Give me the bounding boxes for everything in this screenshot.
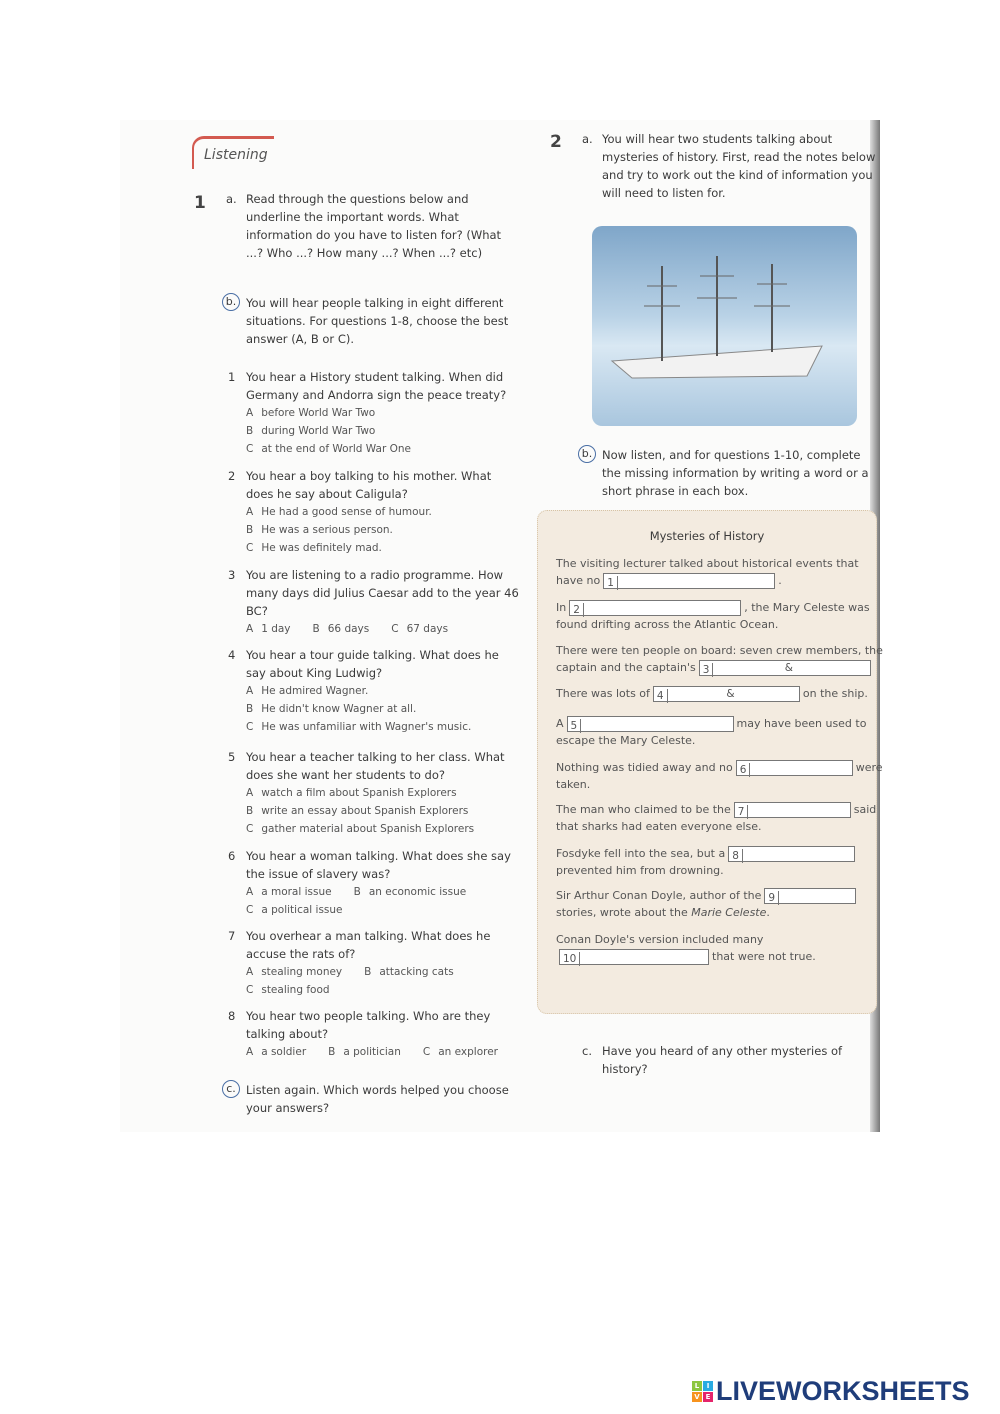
exercise-1b <box>225 294 511 348</box>
answer-option-a[interactable] <box>246 620 291 638</box>
option-letter: A <box>246 506 254 518</box>
option-text: He was a serious person. <box>261 524 393 536</box>
option-text: a soldier <box>261 1046 307 1058</box>
option-text: He was unfamiliar with Wagner's music. <box>261 721 472 733</box>
option-text: a moral issue <box>261 886 332 898</box>
option-text: a political issue <box>261 904 343 916</box>
item-label: a. <box>582 132 593 146</box>
note-text: . <box>766 906 770 919</box>
question-7 <box>228 927 521 999</box>
option-row <box>246 700 521 718</box>
option-text: stealing money <box>261 966 343 978</box>
option-row <box>246 784 521 802</box>
option-row <box>246 901 521 919</box>
answer-box-4[interactable] <box>653 686 800 702</box>
question-number: 1 <box>228 370 236 384</box>
option-row <box>246 503 521 521</box>
option-letter: C <box>246 721 254 733</box>
note-text: prevented him from drowning. <box>556 864 724 877</box>
note-text: Sir Arthur Conan Doyle, author of the <box>556 889 762 902</box>
option-text: stealing food <box>261 984 330 996</box>
option-row <box>246 440 521 458</box>
option-text: attacking cats <box>379 966 454 978</box>
option-text: 1 day <box>261 623 291 635</box>
option-text: He didn't know Wagner at all. <box>261 703 417 715</box>
note-text: , the Mary Celeste was found drifting across the Atlantic Ocean. <box>556 601 870 631</box>
exercise-1-number: 1 <box>194 193 206 213</box>
option-letter: B <box>353 886 361 898</box>
note-text: Fosdyke fell into the sea, but a <box>556 847 726 860</box>
answer-box-9[interactable] <box>764 888 856 904</box>
item-label: c. <box>582 1044 592 1058</box>
answer-option-b[interactable] <box>246 521 393 539</box>
answer-option-b[interactable] <box>246 700 416 718</box>
answer-box-2[interactable] <box>569 600 741 616</box>
answer-box-7[interactable] <box>734 802 851 818</box>
answer-option-a[interactable] <box>246 963 342 981</box>
option-letter: B <box>246 805 254 817</box>
option-letter: B <box>312 623 320 635</box>
answer-option-a[interactable] <box>246 404 375 422</box>
answer-option-c[interactable] <box>246 820 474 838</box>
question-number: 8 <box>228 1009 236 1023</box>
answer-box-3[interactable] <box>699 660 871 676</box>
logo-tile: V <box>692 1392 702 1402</box>
instruction-text: Have you heard of any other mysteries of history? <box>602 1044 843 1076</box>
answer-option-a[interactable] <box>246 682 368 700</box>
note-text: stories, wrote about the <box>556 906 688 919</box>
note-item-10 <box>556 931 886 965</box>
question-3 <box>228 566 521 638</box>
instruction-text: Read through the questions below and underline the important words. What information do you have to listen for? (What ...? Who ...? How many ...? When ...? etc) <box>246 192 502 260</box>
logo-icon <box>692 1381 713 1402</box>
note-text: There was lots of <box>556 687 650 700</box>
exercise-2-number: 2 <box>550 132 562 152</box>
option-row <box>246 539 521 557</box>
option-text: write an essay about Spanish Explorers <box>261 805 469 817</box>
answer-option-b[interactable] <box>246 802 468 820</box>
logo-tile: E <box>703 1392 713 1402</box>
answer-option-b[interactable] <box>364 963 454 981</box>
option-row <box>246 620 521 638</box>
note-text: on the ship. <box>802 687 868 700</box>
logo-tile: I <box>703 1381 713 1391</box>
question-number: 5 <box>228 750 236 764</box>
audio-icon: c. <box>222 1080 240 1098</box>
answer-option-c[interactable] <box>246 440 411 458</box>
answer-box-8[interactable] <box>728 846 855 862</box>
option-letter: A <box>246 685 254 697</box>
exercise-2b <box>581 446 872 500</box>
note-item-9 <box>556 887 886 921</box>
note-item-8 <box>556 845 886 879</box>
option-row <box>246 883 521 901</box>
question-6 <box>228 847 521 919</box>
note-text: . <box>778 574 782 587</box>
question-4 <box>228 646 521 736</box>
answer-option-a[interactable] <box>246 883 332 901</box>
option-letter: A <box>246 787 254 799</box>
question-8 <box>228 1007 521 1061</box>
option-row <box>246 404 521 422</box>
answer-option-b[interactable] <box>246 422 375 440</box>
question-2 <box>228 467 521 557</box>
option-text: 66 days <box>327 623 370 635</box>
answer-option-c[interactable] <box>246 981 330 999</box>
answer-box-number: 6 <box>737 763 751 777</box>
option-letter: B <box>246 703 254 715</box>
audio-icon: b. <box>578 445 596 463</box>
option-letter: A <box>246 1046 254 1058</box>
notes-title: Mysteries of History <box>649 529 765 543</box>
option-letter: B <box>246 425 254 437</box>
ship-name: Marie Celeste <box>691 906 767 919</box>
option-text: He had a good sense of humour. <box>261 506 432 518</box>
question-text: You hear two people talking. Who are they talking about? <box>246 1009 491 1041</box>
answer-box-5[interactable] <box>567 716 734 732</box>
option-letter: A <box>246 886 254 898</box>
option-letter: A <box>246 966 254 978</box>
option-letter: A <box>246 407 254 419</box>
answer-option-a[interactable] <box>246 784 457 802</box>
liveworksheets-logo <box>692 1376 970 1407</box>
ship-photo <box>592 226 857 426</box>
option-text: an economic issue <box>368 886 467 898</box>
instruction-text: You will hear two students talking about mysteries of history. First, read the notes below and try to work out the kind of information you will need to listen for. <box>602 132 876 200</box>
option-row <box>246 422 521 440</box>
note-item-1 <box>556 555 886 589</box>
note-text: The visiting lecturer talked about historical events that have no <box>556 557 859 587</box>
option-row <box>246 718 521 736</box>
answer-box-number: 5 <box>568 719 582 733</box>
exercise-1c <box>226 1081 511 1117</box>
exercise-2c <box>582 1042 852 1078</box>
option-text: at the end of World War One <box>261 443 411 455</box>
note-text: In <box>556 601 567 614</box>
option-text: an explorer <box>438 1046 499 1058</box>
exercise-1a <box>226 190 521 262</box>
section-header <box>192 136 274 169</box>
answer-option-c[interactable] <box>423 1043 498 1061</box>
question-text: You hear a boy talking to his mother. What does he say about Caligula? <box>246 469 492 501</box>
note-text: A <box>556 717 564 730</box>
answer-option-b[interactable] <box>328 1043 401 1061</box>
question-1 <box>228 368 521 458</box>
section-title: Listening <box>204 147 268 163</box>
option-letter: C <box>246 542 254 554</box>
answer-option-b[interactable] <box>354 883 467 901</box>
answer-option-c[interactable] <box>391 620 448 638</box>
note-text: were taken. <box>556 761 883 791</box>
option-text: a politician <box>343 1046 401 1058</box>
answer-box-number: 2 <box>570 603 584 617</box>
option-text: watch a film about Spanish Explorers <box>261 787 457 799</box>
question-text: You hear a tour guide talking. What does he say about King Ludwig? <box>246 648 499 680</box>
note-text: that were not true. <box>712 950 816 963</box>
option-letter: C <box>246 904 254 916</box>
option-row <box>246 820 521 838</box>
item-label: a. <box>226 192 237 206</box>
note-text: said that sharks had eaten everyone else. <box>556 803 877 833</box>
exercise-2a <box>582 130 877 202</box>
question-number: 2 <box>228 469 236 483</box>
option-row <box>246 521 521 539</box>
answer-option-c[interactable] <box>246 718 471 736</box>
note-text: There were ten people on board: seven crew members, the captain and the captain's <box>556 644 883 674</box>
option-row <box>246 682 521 700</box>
option-text: He admired Wagner. <box>261 685 369 697</box>
option-letter: B <box>246 524 254 536</box>
question-number: 4 <box>228 648 236 662</box>
instruction-text: You will hear people talking in eight different situations. For questions 1-8, choose the best answer (A, B or C). <box>246 296 509 346</box>
question-text: You hear a History student talking. When did Germany and Andorra sign the peace treaty? <box>246 370 507 402</box>
option-text: gather material about Spanish Explorers <box>261 823 475 835</box>
question-number: 7 <box>228 929 236 943</box>
answer-option-c[interactable] <box>246 539 382 557</box>
answer-box-number: 10 <box>560 952 580 966</box>
option-letter: B <box>364 966 372 978</box>
logo-tile: L <box>692 1381 702 1391</box>
answer-box-10[interactable] <box>559 949 709 965</box>
answer-box-number: 4 <box>654 689 668 703</box>
option-text: before World War Two <box>261 407 376 419</box>
option-letter: C <box>422 1046 431 1058</box>
question-5 <box>228 748 521 838</box>
answer-box-6[interactable] <box>736 760 853 776</box>
note-item-7 <box>556 801 886 835</box>
ampersand: & <box>784 662 793 674</box>
note-text: may have been used to escape the Mary Celeste. <box>556 717 867 747</box>
question-text: You hear a teacher talking to her class. What does she want her students to do? <box>246 750 505 782</box>
answer-box-1[interactable] <box>603 573 775 589</box>
answer-box-number: 1 <box>604 576 618 590</box>
sailing-ship-illustration <box>592 226 857 426</box>
option-row <box>246 963 521 981</box>
answer-option-c[interactable] <box>246 901 343 919</box>
answer-option-a[interactable] <box>246 1043 306 1061</box>
question-text: You are listening to a radio programme. How many days did Julius Caesar add to the year 46 BC? <box>246 568 519 618</box>
note-item-5 <box>556 715 886 749</box>
option-letter: B <box>328 1046 336 1058</box>
note-text: Conan Doyle's version included many <box>556 933 764 946</box>
audio-icon: b. <box>222 293 240 311</box>
answer-option-b[interactable] <box>313 620 370 638</box>
note-item-4 <box>556 685 886 702</box>
ampersand: & <box>726 688 735 700</box>
note-item-2 <box>556 599 886 633</box>
option-row <box>246 1043 521 1061</box>
option-letter: A <box>246 623 254 635</box>
note-text: Nothing was tidied away and no <box>556 761 733 774</box>
option-letter: C <box>246 443 254 455</box>
answer-box-number: 3 <box>700 663 714 677</box>
option-letter: C <box>246 823 254 835</box>
option-text: He was definitely mad. <box>261 542 382 554</box>
option-row <box>246 981 521 999</box>
question-number: 6 <box>228 849 236 863</box>
option-row <box>246 802 521 820</box>
option-letter: C <box>391 623 399 635</box>
note-text: The man who claimed to be the <box>556 803 731 816</box>
question-text: You hear a woman talking. What does she say the issue of slavery was? <box>246 849 511 881</box>
answer-box-number: 7 <box>735 805 749 819</box>
notes-box <box>537 510 883 1014</box>
instruction-text: Listen again. Which words helped you choose your answers? <box>246 1083 509 1115</box>
answer-box-number: 8 <box>729 849 743 863</box>
option-text: 67 days <box>406 623 449 635</box>
note-item-3 <box>556 642 886 676</box>
option-letter: C <box>246 984 254 996</box>
answer-option-a[interactable] <box>246 503 432 521</box>
option-text: during World War Two <box>261 425 376 437</box>
question-text: You overhear a man talking. What does he accuse the rats of? <box>246 929 491 961</box>
answer-box-number: 9 <box>765 891 779 905</box>
instruction-text: Now listen, and for questions 1-10, complete the missing information by writing a word or a short phrase in each box. <box>602 448 869 498</box>
logo-text: LIVEWORKSHEETS <box>716 1376 970 1406</box>
question-number: 3 <box>228 568 236 582</box>
note-item-6 <box>556 759 886 793</box>
